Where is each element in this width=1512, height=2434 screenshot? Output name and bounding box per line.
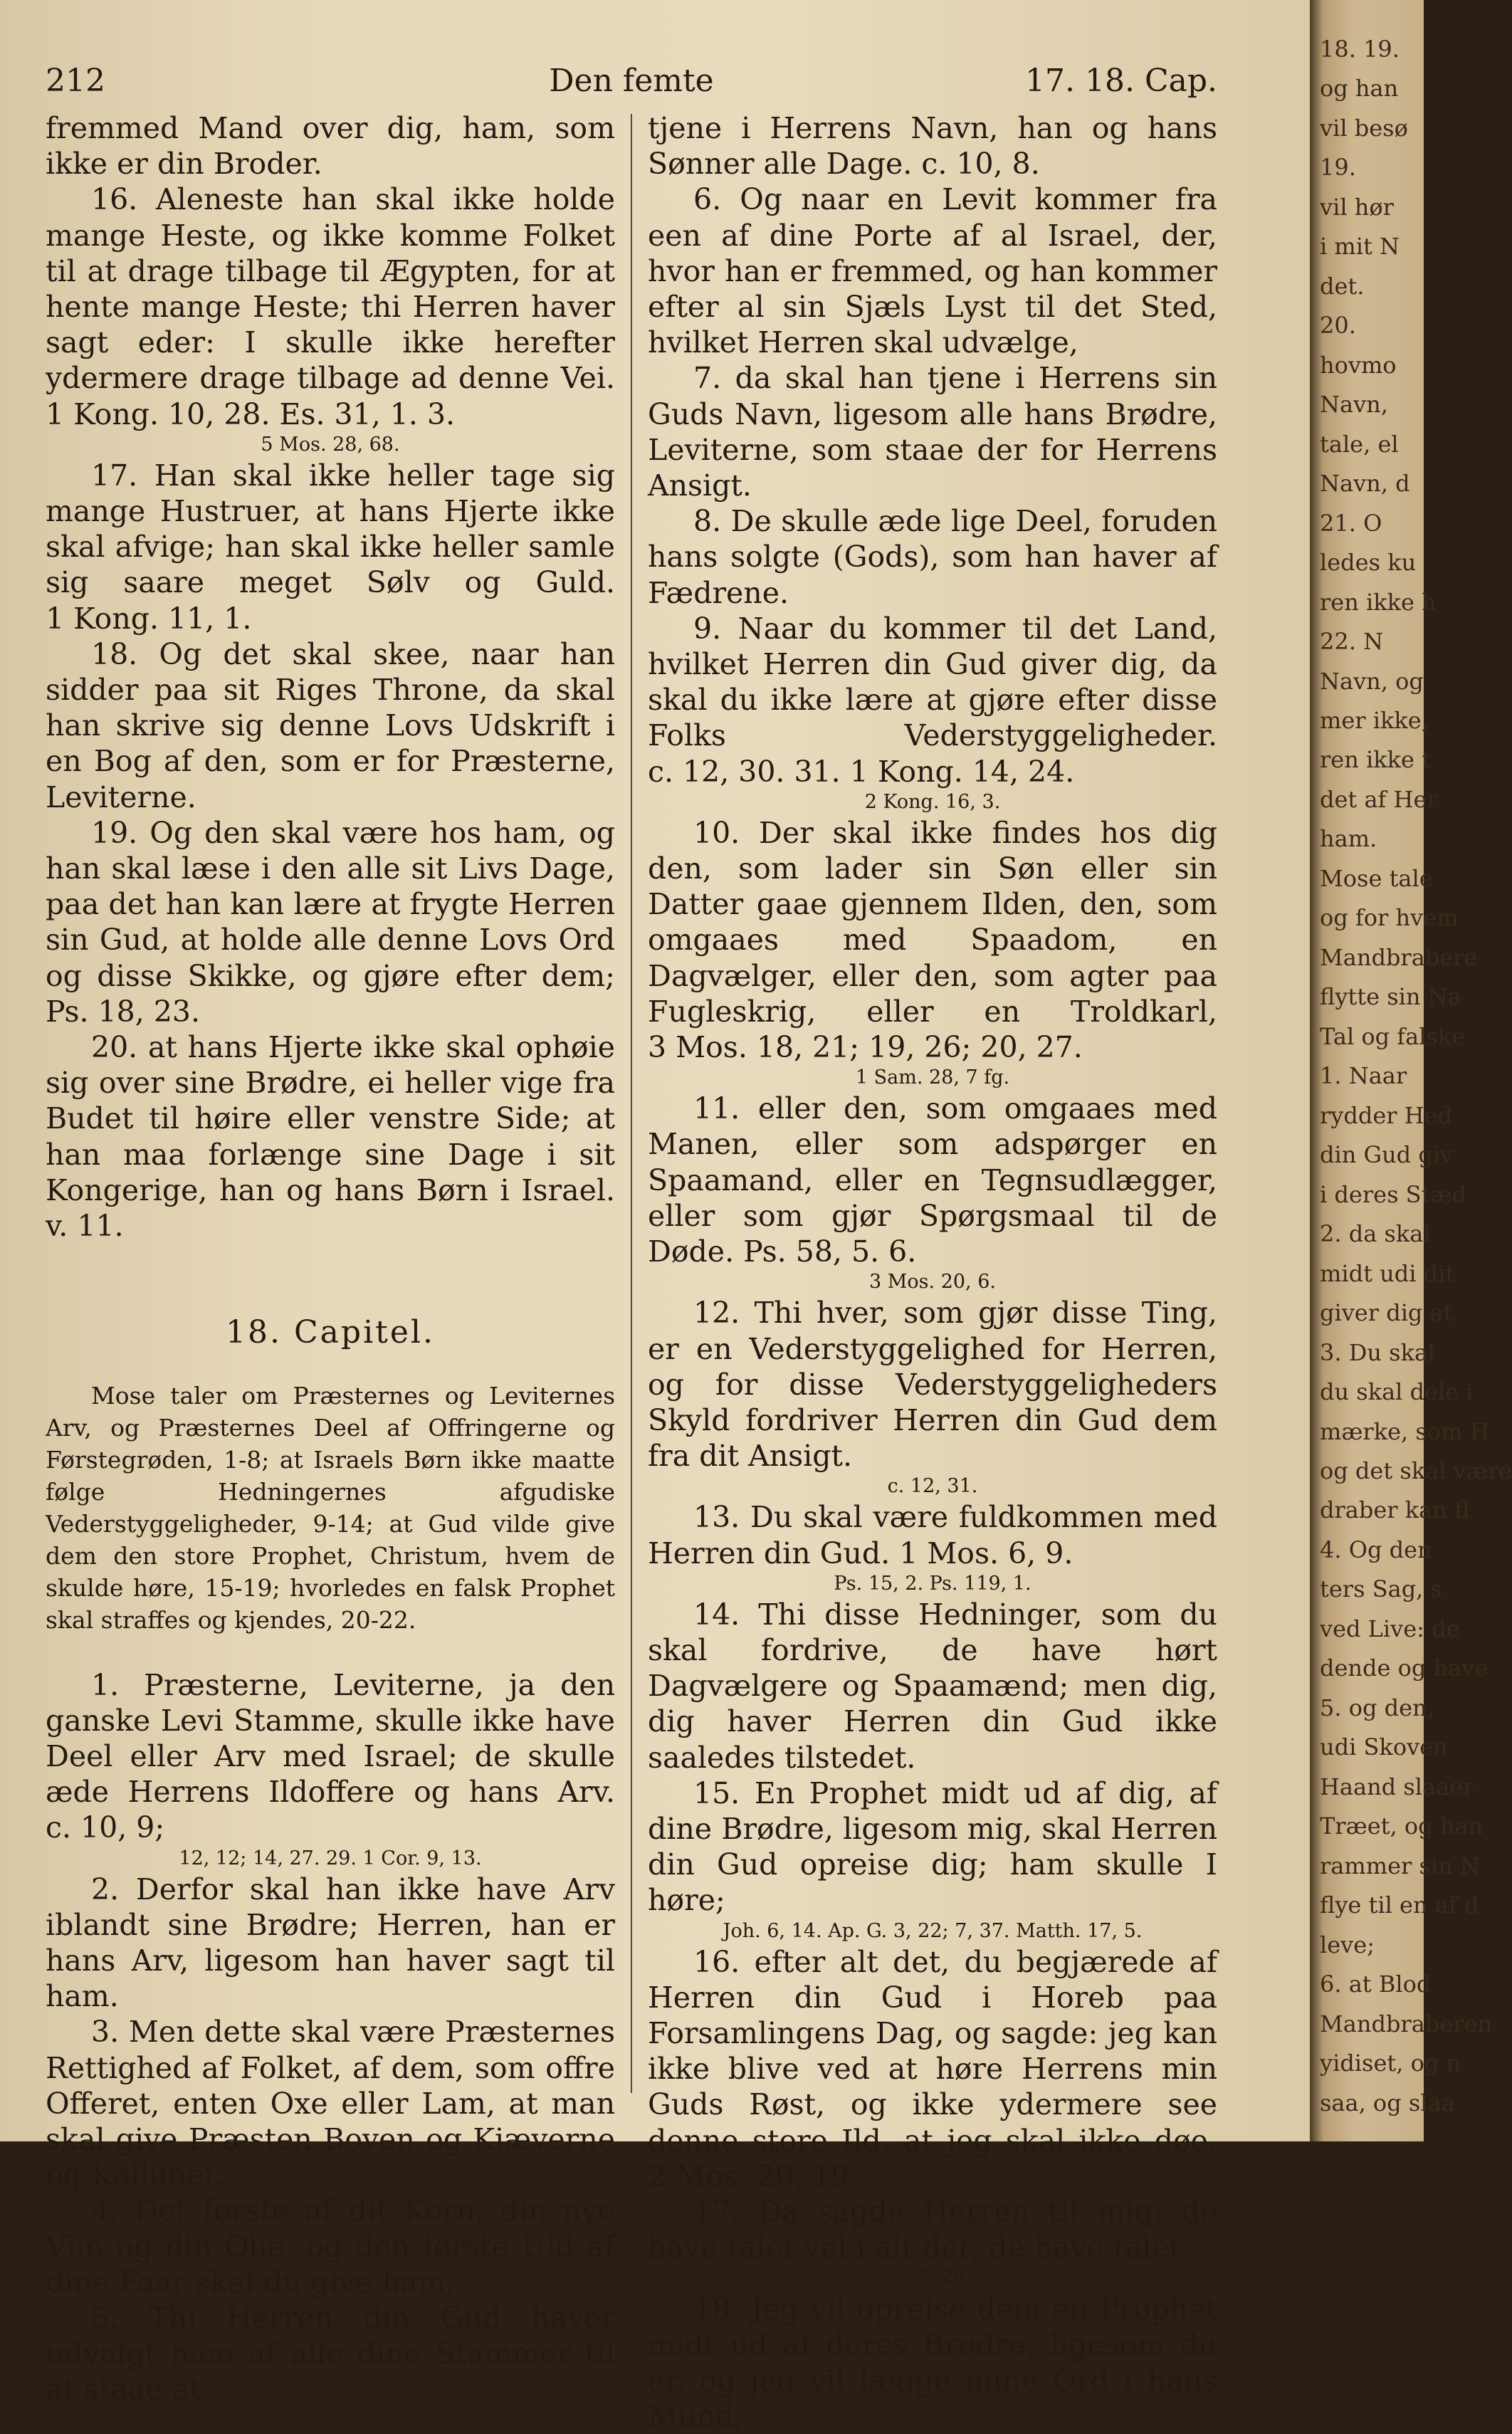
cross-reference: Ps. 58, 5. 6. <box>743 1234 917 1269</box>
cross-reference: c. 10, 8. <box>921 147 1040 182</box>
cross-reference: v. 11. <box>46 1209 124 1244</box>
adjacent-page-fragment: 2. da skal <box>1320 1220 1431 1248</box>
adjacent-page-fragment: hovmo <box>1320 351 1397 379</box>
adjacent-page-fragment: draber kan fl <box>1320 1496 1470 1524</box>
footnote-reference: 1 Sam. 28, 7 fg. <box>855 1066 1010 1089</box>
verse-17 <box>46 458 615 636</box>
adjacent-page-fragment: 6. at Blod <box>1320 1971 1432 1998</box>
verse-14: 14. Thi disse Hedninger, som du skal fordrive, de have hørt Dagvælgere og Spaamænd; men dig, dig haver Herren din Gud ikke saaledes tilstedet. <box>648 1597 1217 1775</box>
adjacent-page-fragment: Navn, <box>1320 391 1388 419</box>
adjacent-page-fragment: Navn, og <box>1320 667 1424 695</box>
footnote-reference: 5 Mos. 28, 68. <box>261 433 400 456</box>
cross-reference: 1 Kong. 11, 1. <box>46 601 252 636</box>
chapter-18-verse-5: 5. Thi Herren din Gud haver udvalgt ham af alle dine Stammer til at staae at <box>46 2300 615 2407</box>
adjacent-page-fragment: i mit N <box>1320 233 1400 261</box>
adjacent-page-fragment: Mandbraberen <box>1320 2010 1493 2037</box>
adjacent-page-fragment: 4. Og den <box>1320 1536 1432 1563</box>
verse-7: 7. da skal han tjene i Herrens sin Guds Navn, ligesom alle hans Brødre, Leviterne, som staae der for Herrens Ansigt. <box>648 361 1217 503</box>
adjacent-page-fragment: 22. N <box>1320 628 1384 656</box>
adjacent-page-fragment: tale, el <box>1320 430 1399 458</box>
chapter-summary: Mose taler om Præsternes og Leviternes Arv, og Præsternes Deel af Offringerne og Førstegrøden, 1-8; at Israels Børn ikke maatte følge Hedningernes afgudiske Vederstyggeligheder, 9-14; at Gud vilde give dem den store Prophet, Christum, hvem de skulde høre, 15-19; hvorledes en falsk Prophet skal straffes og kjendes, 20-22. <box>46 1381 615 1634</box>
adjacent-page-fragment: i deres Stæd <box>1320 1180 1466 1208</box>
footnote-reference: Joh. 6, 14. Ap. G. 3, 22; 7, 37. Matth. 17, 5. <box>723 1919 1143 1942</box>
verse-text: 16. Aleneste han skal ikke holde mange Heste, og ikke komme Folket til at drage tilbage til Ægypten, for at hente mange Heste; thi Herren haver sagt eder: I skulle ikke herefter ydermere drage tilbage ad denne Vei. <box>46 182 615 396</box>
adjacent-page-fragment: 21. O <box>1320 509 1382 537</box>
footnote-reference: 3 Mos. 20, 6. <box>869 1271 996 1294</box>
verse-continuation <box>648 110 1217 182</box>
adjacent-page-fragment: Træet, og han <box>1320 1813 1484 1840</box>
adjacent-page-fragment: Tal og falske <box>1320 1022 1466 1050</box>
column-divider <box>631 114 632 2093</box>
adjacent-page-fragment: rydder Hed <box>1320 1101 1453 1129</box>
verse-continuation: fremmed Mand over dig, ham, som ikke er din Broder. <box>46 111 615 182</box>
left-column <box>46 110 615 2408</box>
cross-reference: 1 Mos. 6, 9. <box>899 1536 1073 1570</box>
footnote-reference: Ps. 15, 2. Ps. 119, 1. <box>834 1572 1031 1595</box>
adjacent-page-fragment: Haand slaaer <box>1320 1773 1474 1800</box>
book-title: Den femte <box>549 63 714 99</box>
adjacent-page-fragment: 20. <box>1320 312 1356 340</box>
adjacent-page-fragment: mærke, som H <box>1320 1417 1490 1445</box>
adjacent-page-fragment: saa, og slaa <box>1320 2089 1455 2116</box>
adjacent-page-fragment: yidiset, og n <box>1320 2050 1461 2077</box>
cross-reference: 3 Mos. 18, 21; 19, 26; 20, 27. <box>648 1030 1083 1065</box>
adjacent-page-fragment: og det skal være <box>1320 1457 1512 1484</box>
verse-16 <box>648 1944 1217 2194</box>
adjacent-page-fragment: 3. Du skal <box>1320 1338 1436 1366</box>
adjacent-page-fragment: dende og have <box>1320 1654 1489 1682</box>
adjacent-page-fragment: 1. Naar <box>1320 1062 1407 1090</box>
adjacent-page-fragment: mer ikke, <box>1320 707 1429 735</box>
right-column <box>648 110 1217 2434</box>
cross-reference: c. 12, 30. 31. 1 Kong. 14, 24. <box>648 754 1075 789</box>
chapter-18-verse-3: 3. Men dette skal være Præsternes Rettighed af Folket, af dem, som offre Offeret, enten Oxe eller Lam, at man skal give Præsten Boven og Kjæverne og Kallunet. <box>46 2015 615 2193</box>
verse-text: 17. Han skal ikke heller tage sig mange Hustruer, at hans Hjerte ikke skal afvige; han skal ikke heller samle sig saare meget Sølv og Guld. <box>46 458 615 600</box>
verse-20 <box>46 1029 615 1244</box>
running-header <box>46 63 1217 105</box>
adjacent-page-fragment: 5. og den, <box>1320 1694 1434 1721</box>
verse-text: 16. efter alt det, du begjærede af Herren din Gud i Horeb paa Forsamlingens Dag, og sagde: jeg kan ikke blive ved at høre Herrens min Guds Røst, og ikke ydermere see denne store Ild, at jeg skal ikke døe. <box>648 1944 1217 2158</box>
verse-18: 18. Og det skal skee, naar han sidder paa sit Riges Throne, da skal han skrive sig denne Lovs Udskrift i en Bog af den, som er for Præsterne, Leviterne. <box>46 636 615 814</box>
chapter-18-verse-4: 4. Det første af dit Korn, din nye Viin og din Olie, og den første Uld af dine Faar skal du give ham. <box>46 2193 615 2299</box>
verse-12: 12. Thi hver, som gjør disse Ting, er en Vederstyggelighed for Herren, og for disse Vederstyggeligheders Skyld fordriver Herren din Gud dem fra dit Ansigt. <box>648 1296 1217 1474</box>
verse-11 <box>648 1091 1217 1269</box>
adjacent-page-fragment: vil besø <box>1320 114 1408 142</box>
verse-6: 6. Og naar en Levit kommer fra een af dine Porte af al Israel, der, hvor han er fremmed, og han kommer efter al sin Sjæls Lyst til det Sted, hvilket Herren skal udvælge, <box>648 182 1217 360</box>
adjacent-page-fragment: Navn, d <box>1320 470 1410 498</box>
verse-text: 1. Præsterne, Leviterne, ja den ganske Levi Stamme, skulle ikke have Deel eller Arv med Israel; de skulle æde Herrens Ildoffere og hans Arv. <box>46 1667 615 1810</box>
verse-text: 20. at hans Hjerte ikke skal ophøie sig over sine Brødre, ei heller vige fra Budet til høire eller venstre Side; at han maa forlænge sine Dage i sit Kongerige, han og hans Børn i Israel. <box>46 1030 615 1207</box>
adjacent-page-fragment: ham. <box>1320 825 1377 853</box>
adjacent-page-fragment: flye til en af d <box>1320 1892 1479 1919</box>
page-number: 212 <box>46 63 105 99</box>
verse-text: 11. eller den, som omgaaes med Manen, eller som adspørger en Spaamand, eller en Tegnsudlægger, eller som gjør Spørgsmaal til de Døde. <box>648 1091 1217 1269</box>
verse-13 <box>648 1499 1217 1570</box>
verse-10 <box>648 815 1217 1065</box>
adjacent-page-fragment: ren ikke t <box>1320 746 1431 774</box>
verse-8: 8. De skulle æde lige Deel, foruden hans solgte (Gods), som han haver af Fædrene. <box>648 504 1217 610</box>
verse-17: 17. Da sagde Herren til mig: de have talet vel i alt det, de have talet. <box>648 2194 1217 2265</box>
verse-19 <box>46 815 615 1029</box>
adjacent-page-fragment: Mandbrabere <box>1320 943 1478 971</box>
cross-reference: Ps. 18, 23. <box>46 994 201 1029</box>
adjacent-page-fragment: din Gud giv <box>1320 1141 1454 1169</box>
chapter-reference: 17. 18. Cap. <box>1025 63 1217 99</box>
adjacent-page-fragment: vil hør <box>1320 193 1394 221</box>
verse-18: 18. Jeg vil opreise dem en Prophet midt ud af deres Brødre, ligesom du er, og jeg vil lægge mine Ord i hans Mund, <box>648 2292 1217 2433</box>
verse-text: tjene i Herrens Navn, han og hans Sønner alle Dage. <box>648 111 1217 182</box>
verse-text: 13. Du skal være fuldkommen med Herren din Gud. <box>648 1500 1217 1570</box>
verse-text: 10. Der skal ikke findes hos dig den, som lader sin Søn eller sin Datter gaae gjennem Ilden, den, som omgaaes med Spaadom, en Dagvælger, eller den, som agter paa Fugleskrig, eller en Troldkarl, <box>648 815 1217 1029</box>
verse-text: 19. Og den skal være hos ham, og han skal læse i den alle sit Livs Dage, paa det han kan lære at frygte Herren sin Gud, at holde alle denne Lovs Ord og disse Skikke, og gjøre efter dem; <box>46 815 615 993</box>
adjacent-page-fragment: du skal dele i <box>1320 1378 1474 1406</box>
chapter-heading: 18. Capitel. <box>226 1314 435 1351</box>
footnote-reference: 2 Kong. 16, 3. <box>864 790 1001 813</box>
adjacent-page-fragment: midt udi dit <box>1320 1259 1455 1287</box>
adjacent-page-fragment: Mose tale <box>1320 864 1433 892</box>
cross-reference: c. 10, 9; <box>46 1810 165 1845</box>
verse-16 <box>46 182 615 431</box>
adjacent-page-fragment: det af Her <box>1320 785 1438 813</box>
verse-9 <box>648 611 1217 790</box>
footnote-reference: c. 12, 31. <box>887 1475 978 1498</box>
adjacent-page-fragment: og for hvem <box>1320 904 1459 932</box>
adjacent-page-fragment: giver dig at <box>1320 1299 1453 1327</box>
adjacent-page-fragment: ters Sag, s <box>1320 1575 1442 1603</box>
adjacent-page-fragment: udi Skoven <box>1320 1733 1448 1761</box>
chapter-18-verse-1 <box>46 1667 615 1846</box>
footnote-reference: 12, 12; 14, 27. 29. 1 Cor. 9, 13. <box>179 1847 482 1869</box>
cross-reference: 2 Mos. 20, 19. <box>648 2158 859 2193</box>
adjacent-page-fragment: ren ikke h <box>1320 588 1437 616</box>
adjacent-page-fragment: 19. <box>1320 154 1356 182</box>
verse-15: 15. En Prophet midt ud af dig, af dine Brødre, ligesom mig, skal Herren din Gud opreise dig; ham skulle I høre; <box>648 1775 1217 1918</box>
adjacent-page-fragment: ved Live: de <box>1320 1615 1460 1642</box>
adjacent-page-fragment: det. <box>1320 272 1365 300</box>
adjacent-page-fragment: ledes ku <box>1320 549 1417 577</box>
verse-text: 9. Naar du kommer til det Land, hvilket Herren din Gud giver dig, da skal du ikke lære at gjøre efter disse Folks Vederstyggeligheder. <box>648 611 1217 753</box>
adjacent-page-fragment: leve; <box>1320 1931 1375 1958</box>
cross-reference: 1 Kong. 10, 28. Es. 31, 1. 3. <box>46 397 456 431</box>
chapter-18-verse-2: 2. Derfor skal han ikke have Arv iblandt sine Brødre; Herren, han er hans Arv, ligesom han haver sagt til ham. <box>46 1872 615 2014</box>
footnote-reference: c. 5, 28. <box>893 2267 972 2289</box>
adjacent-page-fragment: 18. 19. <box>1320 36 1400 63</box>
adjacent-page-edge <box>1310 0 1512 2141</box>
adjacent-page-fragment: flytte sin Na <box>1320 983 1461 1011</box>
adjacent-page-fragment: og han <box>1320 75 1399 103</box>
adjacent-page-fragment: rammer sin N <box>1320 1852 1480 1879</box>
